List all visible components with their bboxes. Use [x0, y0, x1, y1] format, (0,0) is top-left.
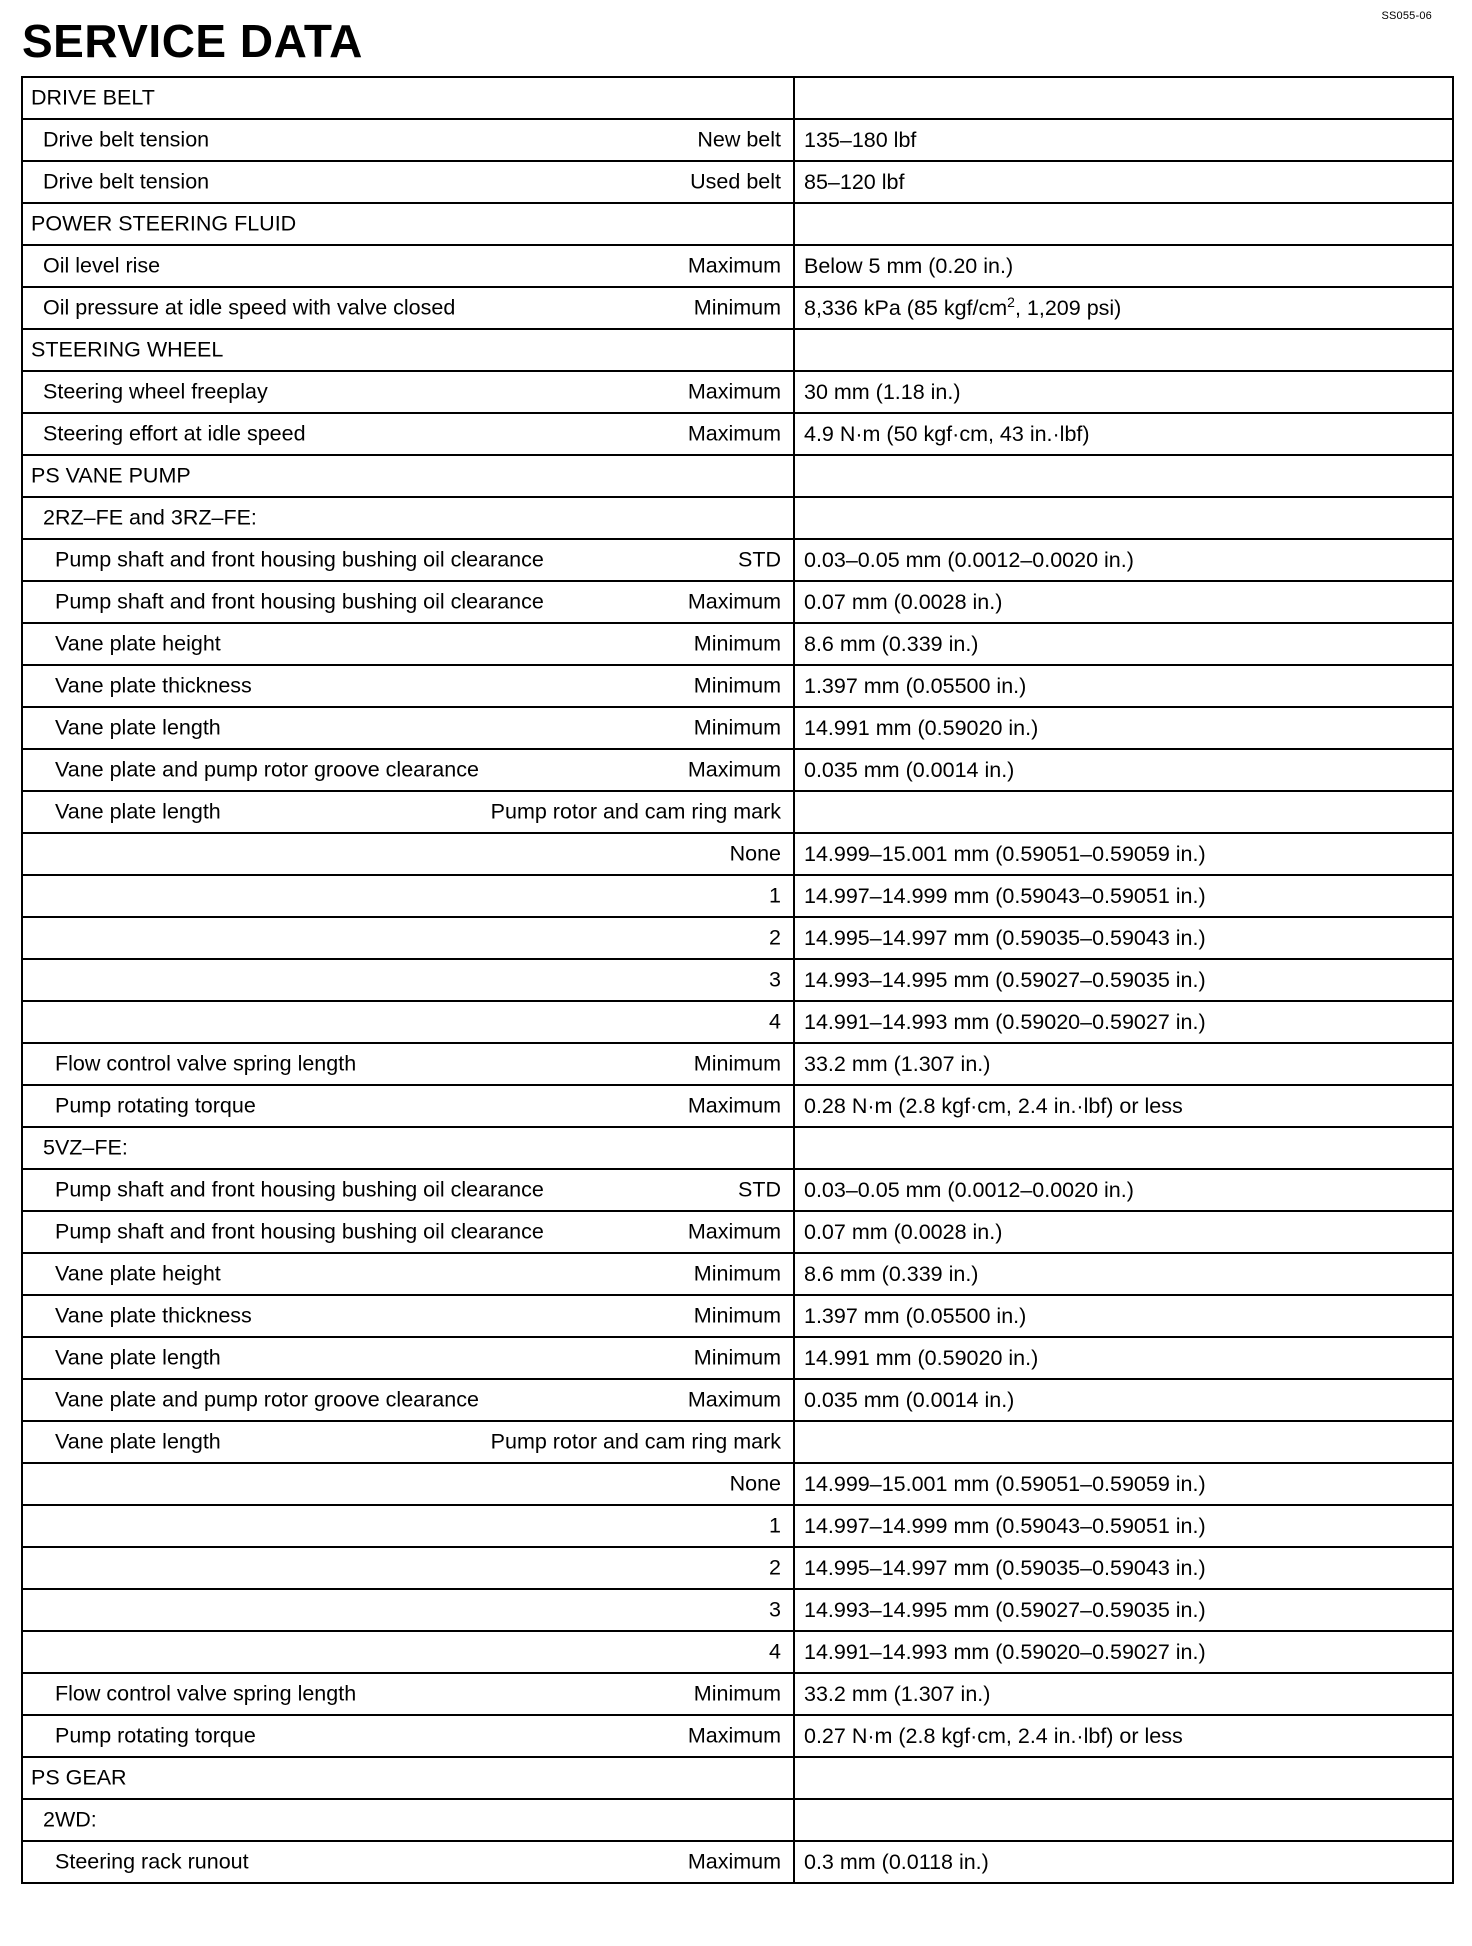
spec-value: 4.9 N·m (50 kgf·cm, 43 in.·lbf): [804, 421, 1090, 446]
table-row: [22, 77, 1453, 119]
spec-value: 0.07 mm (0.0028 in.): [804, 1219, 1003, 1244]
table-row: [22, 203, 1453, 245]
table-row: [22, 539, 1453, 581]
table-row: [22, 1085, 1453, 1127]
spec-value-cell: [794, 413, 1453, 455]
spec-condition: None: [729, 841, 781, 866]
table-row: [22, 1421, 1453, 1463]
spec-item-label: Pump shaft and front housing bushing oil clearance: [55, 589, 544, 614]
table-row: [22, 1547, 1453, 1589]
table-row: [22, 833, 1453, 875]
table-row: [22, 1631, 1453, 1673]
spec-value-cell: [794, 1547, 1453, 1589]
spec-item-label: Vane plate thickness: [55, 1303, 252, 1328]
spec-condition: Minimum: [693, 1051, 781, 1076]
table-row: [22, 1295, 1453, 1337]
subsection-heading: 2RZ–FE and 3RZ–FE:: [43, 505, 257, 530]
spec-item-label: Vane plate thickness: [55, 673, 252, 698]
spec-item-label: Steering rack runout: [55, 1849, 249, 1874]
spec-item-cell: [22, 1253, 794, 1295]
spec-item-cell: [22, 1799, 794, 1841]
section-heading: POWER STEERING FLUID: [31, 211, 297, 236]
section-heading: PS VANE PUMP: [31, 463, 191, 488]
table-row: [22, 329, 1453, 371]
spec-condition: 3: [769, 967, 781, 992]
spec-value-cell: [794, 581, 1453, 623]
spec-value: 8.6 mm (0.339 in.): [804, 631, 979, 656]
service-data-table: [21, 76, 1454, 1884]
spec-item-label: Pump rotating torque: [55, 1093, 256, 1118]
spec-item-cell: [22, 1001, 794, 1043]
spec-value-cell: [794, 791, 1453, 833]
section-heading: STEERING WHEEL: [31, 337, 224, 362]
spec-condition: Maximum: [687, 1849, 781, 1874]
spec-value: 14.991–14.993 mm (0.59020–0.59027 in.): [804, 1639, 1206, 1664]
spec-item-cell: [22, 1421, 794, 1463]
table-row: [22, 707, 1453, 749]
spec-value-cell: [794, 875, 1453, 917]
table-row: [22, 1169, 1453, 1211]
subsection-heading: 2WD:: [43, 1807, 97, 1832]
table-row: [22, 1253, 1453, 1295]
table-row: [22, 665, 1453, 707]
spec-value: 30 mm (1.18 in.): [804, 379, 961, 404]
spec-value-cell: [794, 1337, 1453, 1379]
spec-value: 14.995–14.997 mm (0.59035–0.59043 in.): [804, 925, 1206, 950]
spec-value: 14.997–14.999 mm (0.59043–0.59051 in.): [804, 1513, 1206, 1538]
spec-item-label: Drive belt tension: [43, 127, 210, 152]
spec-value-cell: [794, 1463, 1453, 1505]
spec-value-cell: [794, 329, 1453, 371]
spec-item-cell: [22, 791, 794, 833]
spec-item-cell: [22, 1673, 794, 1715]
spec-item-cell: [22, 161, 794, 203]
spec-item-cell: [22, 1631, 794, 1673]
spec-value: 14.993–14.995 mm (0.59027–0.59035 in.): [804, 1597, 1206, 1622]
spec-value-cell: [794, 203, 1453, 245]
spec-value-cell: [794, 1673, 1453, 1715]
spec-item-cell: [22, 371, 794, 413]
table-row: [22, 791, 1453, 833]
spec-value: 0.3 mm (0.0118 in.): [804, 1849, 989, 1874]
spec-value: 8.6 mm (0.339 in.): [804, 1261, 979, 1286]
spec-value-cell: [794, 539, 1453, 581]
spec-item-cell: [22, 749, 794, 791]
spec-item-cell: [22, 1505, 794, 1547]
spec-item-label: Pump shaft and front housing bushing oil clearance: [55, 1219, 544, 1244]
spec-item-cell: [22, 413, 794, 455]
spec-condition: STD: [738, 547, 781, 572]
spec-item-cell: [22, 1589, 794, 1631]
spec-value-cell: [794, 1841, 1453, 1883]
spec-value-cell: [794, 1211, 1453, 1253]
spec-item-cell: [22, 1127, 794, 1169]
spec-condition: STD: [738, 1177, 781, 1202]
spec-value: 33.2 mm (1.307 in.): [804, 1681, 991, 1706]
spec-value: 0.03–0.05 mm (0.0012–0.0020 in.): [804, 547, 1134, 572]
spec-condition: Maximum: [687, 1219, 781, 1244]
spec-item-cell: [22, 1463, 794, 1505]
spec-value: 14.999–15.001 mm (0.59051–0.59059 in.): [804, 841, 1206, 866]
spec-item-cell: [22, 455, 794, 497]
spec-value: 0.28 N·m (2.8 kgf·cm, 2.4 in.·lbf) or less: [804, 1093, 1183, 1118]
table-row: [22, 1799, 1453, 1841]
table-row: [22, 1337, 1453, 1379]
spec-item-label: Pump shaft and front housing bushing oil clearance: [55, 547, 544, 572]
spec-value: 0.27 N·m (2.8 kgf·cm, 2.4 in.·lbf) or less: [804, 1723, 1183, 1748]
spec-item-cell: [22, 1379, 794, 1421]
document-code: SS055-06: [1381, 10, 1432, 22]
spec-value-cell: [794, 665, 1453, 707]
spec-item-cell: [22, 1337, 794, 1379]
spec-condition: Maximum: [687, 1723, 781, 1748]
spec-condition: Minimum: [693, 295, 781, 320]
table-row: [22, 497, 1453, 539]
section-heading: PS GEAR: [31, 1765, 127, 1790]
spec-item-cell: [22, 1211, 794, 1253]
spec-value: 0.035 mm (0.0014 in.): [804, 1387, 1015, 1412]
spec-condition: Maximum: [687, 379, 781, 404]
spec-condition: Minimum: [693, 1303, 781, 1328]
spec-value-cell: [794, 77, 1453, 119]
spec-item-label: Vane plate length: [55, 799, 221, 824]
spec-value-cell: [794, 1715, 1453, 1757]
spec-condition: Pump rotor and cam ring mark: [490, 799, 781, 824]
spec-value-tail: , 1,209 psi): [1014, 295, 1122, 320]
spec-condition: 4: [769, 1009, 781, 1034]
spec-value: 0.035 mm (0.0014 in.): [804, 757, 1015, 782]
spec-condition: 1: [769, 883, 781, 908]
spec-value: 1.397 mm (0.05500 in.): [804, 1303, 1027, 1328]
spec-value: 14.991 mm (0.59020 in.): [804, 1345, 1039, 1370]
spec-item-label: Vane plate and pump rotor groove clearance: [55, 757, 479, 782]
spec-condition: Minimum: [693, 631, 781, 656]
service-data-table-body: [22, 77, 1453, 1883]
spec-item-cell: [22, 1757, 794, 1799]
table-row: [22, 581, 1453, 623]
table-row: [22, 287, 1453, 329]
spec-item-label: Pump rotating torque: [55, 1723, 256, 1748]
spec-item-label: Pump shaft and front housing bushing oil clearance: [55, 1177, 544, 1202]
spec-item-cell: [22, 1715, 794, 1757]
spec-value-cell: [794, 497, 1453, 539]
spec-value-cell: [794, 119, 1453, 161]
spec-value-cell: [794, 1085, 1453, 1127]
table-row: [22, 959, 1453, 1001]
table-row: [22, 371, 1453, 413]
spec-item-label: Flow control valve spring length: [55, 1051, 357, 1076]
table-row: [22, 917, 1453, 959]
spec-item-cell: [22, 329, 794, 371]
spec-value-cell: [794, 1127, 1453, 1169]
spec-value-cell: [794, 917, 1453, 959]
spec-condition: None: [729, 1471, 781, 1496]
spec-item-label: Drive belt tension: [43, 169, 210, 194]
spec-value-cell: [794, 1421, 1453, 1463]
spec-condition: Minimum: [693, 1345, 781, 1370]
spec-condition: 2: [769, 1555, 781, 1580]
spec-item-cell: [22, 875, 794, 917]
table-row: [22, 161, 1453, 203]
spec-condition: Maximum: [687, 253, 781, 278]
spec-value-cell: [794, 623, 1453, 665]
spec-value-cell: [794, 1505, 1453, 1547]
spec-item-cell: [22, 119, 794, 161]
spec-condition: Maximum: [687, 589, 781, 614]
spec-value-cell: [794, 1253, 1453, 1295]
spec-condition: Minimum: [693, 673, 781, 698]
spec-item-label: Oil pressure at idle speed with valve closed: [43, 295, 456, 320]
spec-condition: Used belt: [690, 169, 781, 194]
table-row: [22, 1379, 1453, 1421]
spec-condition: 3: [769, 1597, 781, 1622]
spec-item-cell: [22, 1085, 794, 1127]
spec-condition: Minimum: [693, 715, 781, 740]
spec-value-cell: [794, 1169, 1453, 1211]
spec-condition: 2: [769, 925, 781, 950]
spec-value-cell: [794, 959, 1453, 1001]
table-row: [22, 1715, 1453, 1757]
table-row: [22, 1673, 1453, 1715]
spec-value-cell: [794, 1001, 1453, 1043]
spec-value: 14.993–14.995 mm (0.59027–0.59035 in.): [804, 967, 1206, 992]
spec-item-label: Vane plate length: [55, 715, 221, 740]
table-row: [22, 1463, 1453, 1505]
spec-value-cell: [794, 1757, 1453, 1799]
spec-item-cell: [22, 287, 794, 329]
spec-condition: Maximum: [687, 1093, 781, 1118]
table-row: [22, 1589, 1453, 1631]
subsection-heading: 5VZ–FE:: [43, 1135, 128, 1160]
section-heading: DRIVE BELT: [31, 85, 155, 110]
spec-value: 0.03–0.05 mm (0.0012–0.0020 in.): [804, 1177, 1134, 1202]
spec-value-cell: [794, 749, 1453, 791]
spec-value-cell: [794, 245, 1453, 287]
table-row: [22, 1127, 1453, 1169]
spec-value: 0.07 mm (0.0028 in.): [804, 589, 1003, 614]
spec-item-label: Vane plate height: [55, 631, 221, 656]
table-row: [22, 1841, 1453, 1883]
spec-value: 14.995–14.997 mm (0.59035–0.59043 in.): [804, 1555, 1206, 1580]
spec-item-cell: [22, 707, 794, 749]
spec-value-cell: [794, 1589, 1453, 1631]
spec-item-label: Vane plate and pump rotor groove clearance: [55, 1387, 479, 1412]
table-row: [22, 119, 1453, 161]
spec-value-cell: [794, 1043, 1453, 1085]
spec-value-cell: [794, 1295, 1453, 1337]
spec-value: 8,336 kPa (85 kgf/cm: [804, 295, 1008, 320]
table-row: [22, 749, 1453, 791]
spec-item-label: Flow control valve spring length: [55, 1681, 357, 1706]
spec-value-cell: [794, 707, 1453, 749]
spec-item-cell: [22, 539, 794, 581]
table-row: [22, 1757, 1453, 1799]
spec-item-cell: [22, 959, 794, 1001]
spec-item-cell: [22, 833, 794, 875]
spec-value: 14.991–14.993 mm (0.59020–0.59027 in.): [804, 1009, 1206, 1034]
spec-value-superscript: 2: [1007, 293, 1015, 310]
spec-value-cell: [794, 833, 1453, 875]
table-row: [22, 245, 1453, 287]
spec-value: 14.991 mm (0.59020 in.): [804, 715, 1039, 740]
table-row: [22, 1043, 1453, 1085]
spec-value-cell: [794, 1799, 1453, 1841]
spec-condition: Maximum: [687, 757, 781, 782]
spec-condition: Minimum: [693, 1681, 781, 1706]
spec-item-cell: [22, 203, 794, 245]
table-row: [22, 1505, 1453, 1547]
spec-condition: 1: [769, 1513, 781, 1538]
spec-value-cell: [794, 161, 1453, 203]
spec-item-label: Vane plate height: [55, 1261, 221, 1286]
spec-item-label: Steering effort at idle speed: [43, 421, 306, 446]
page-title: SERVICE DATA: [22, 15, 363, 67]
spec-item-cell: [22, 1547, 794, 1589]
table-row: [22, 413, 1453, 455]
spec-item-cell: [22, 1841, 794, 1883]
spec-value: 14.997–14.999 mm (0.59043–0.59051 in.): [804, 883, 1206, 908]
spec-value-cell: [794, 455, 1453, 497]
table-row: [22, 1211, 1453, 1253]
spec-value: 85–120 lbf: [804, 169, 905, 194]
spec-condition: New belt: [697, 127, 781, 152]
table-row: [22, 455, 1453, 497]
spec-item-cell: [22, 1169, 794, 1211]
spec-item-label: Vane plate length: [55, 1345, 221, 1370]
spec-item-label: Steering wheel freeplay: [43, 379, 268, 404]
table-row: [22, 1001, 1453, 1043]
spec-item-cell: [22, 245, 794, 287]
spec-value: 135–180 lbf: [804, 127, 917, 152]
spec-item-cell: [22, 623, 794, 665]
spec-item-label: Oil level rise: [43, 253, 161, 278]
spec-item-cell: [22, 1295, 794, 1337]
spec-condition: 4: [769, 1639, 781, 1664]
spec-value: 1.397 mm (0.05500 in.): [804, 673, 1027, 698]
spec-item-cell: [22, 497, 794, 539]
spec-value-cell: [794, 287, 1453, 329]
spec-item-cell: [22, 1043, 794, 1085]
spec-condition: Maximum: [687, 421, 781, 446]
spec-condition: Maximum: [687, 1387, 781, 1412]
spec-item-cell: [22, 917, 794, 959]
spec-value-cell: [794, 1379, 1453, 1421]
spec-value-cell: [794, 1631, 1453, 1673]
spec-item-cell: [22, 665, 794, 707]
spec-item-label: Vane plate length: [55, 1429, 221, 1454]
spec-condition: Minimum: [693, 1261, 781, 1286]
spec-item-cell: [22, 77, 794, 119]
spec-condition: Pump rotor and cam ring mark: [490, 1429, 781, 1454]
spec-item-cell: [22, 581, 794, 623]
spec-value: 14.999–15.001 mm (0.59051–0.59059 in.): [804, 1471, 1206, 1496]
spec-value: 33.2 mm (1.307 in.): [804, 1051, 991, 1076]
spec-value-cell: [794, 371, 1453, 413]
table-row: [22, 623, 1453, 665]
table-row: [22, 875, 1453, 917]
spec-value: Below 5 mm (0.20 in.): [804, 253, 1014, 278]
